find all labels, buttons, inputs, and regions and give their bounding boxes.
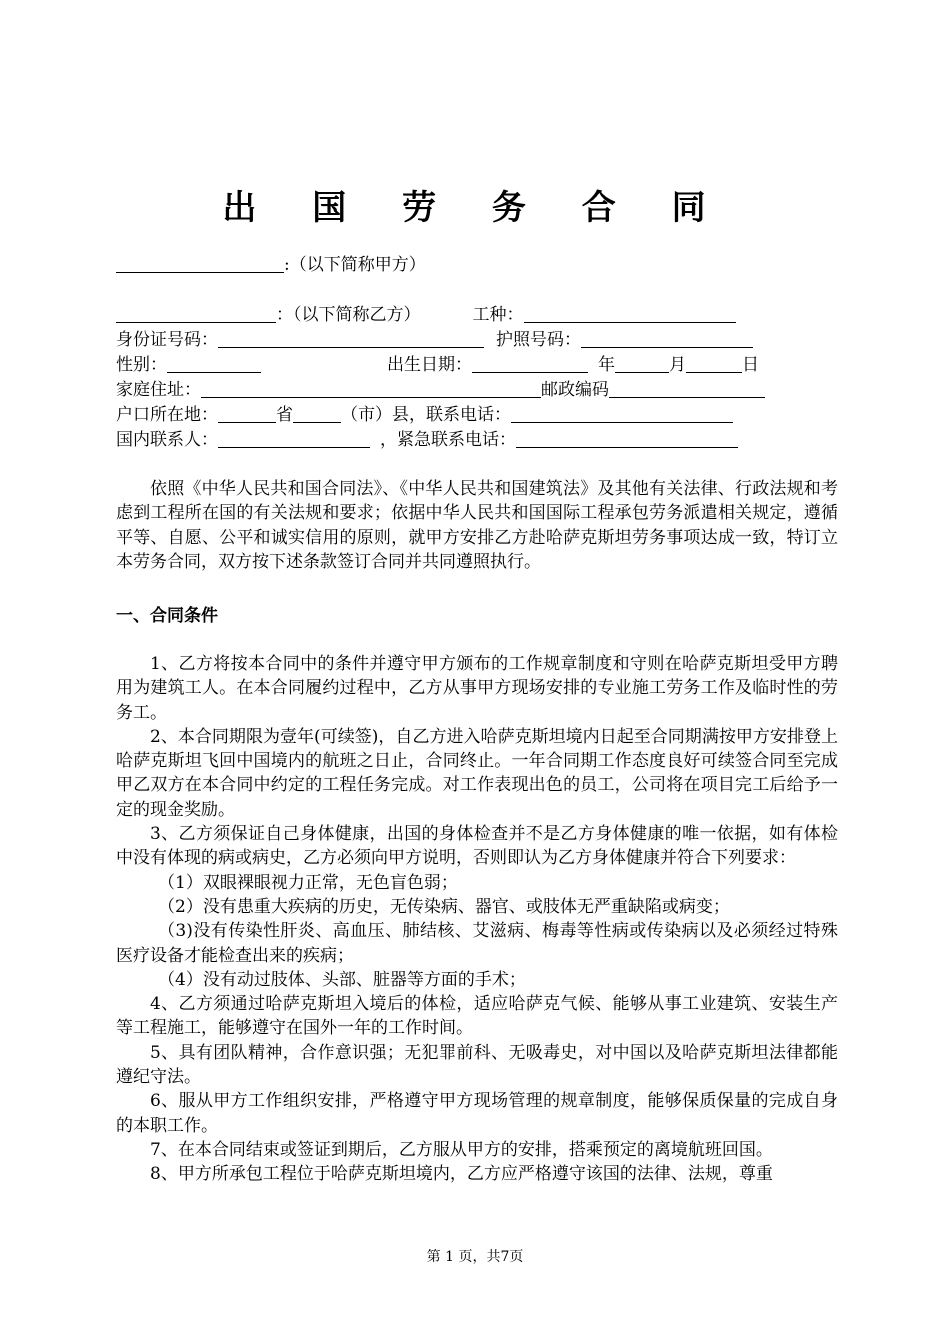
clause-3: 3、乙方须保证自己身体健康，出国的身体检查并不是乙方身体健康的唯一依据，如有体检中没有体现的病或病史，乙方必须向甲方说明，否则即认为乙方身体健康并符合下列要求： [116,824,838,869]
province-label: 省 [276,405,293,425]
phone-blank[interactable] [511,404,733,423]
page-footer: 第 1 页，共7页 [426,1249,524,1265]
passport-label: 护照号码： [496,330,581,350]
passport-blank[interactable] [581,329,753,348]
intro-paragraph [116,477,838,574]
birth-day-blank[interactable] [686,354,742,373]
gender-birth-line [116,354,759,376]
address-blank[interactable] [201,379,541,398]
clause-1: 1、乙方将按本合同中的条件并遵守甲方颁布的工作规章制度和守则在哈萨克斯坦受甲方聘用为建筑工人。在本合同履约过程中，乙方从事甲方现场安排的专业施工劳务工作及临时性的劳务工。 [116,654,838,723]
address-label: 家庭住址： [116,380,201,400]
gender-label: 性别： [116,355,167,375]
clause-5: 5、具有团队精神，合作意识强；无犯罪前科、无吸毒史，对中国以及哈萨克斯坦法律都能遵纪守法。 [116,1042,838,1088]
hukou-line [116,404,733,426]
clause-4: 4、乙方须通过哈萨克斯坦入境后的体检，适应哈萨克气候、能够从事工业建筑、安装生产等工程施工，能够遵守在国外一年的工作时间。 [116,994,838,1039]
city-blank[interactable] [293,404,341,423]
address-line [116,379,765,401]
intro-text: 依照《中华人民共和国合同法》、《中华人民共和国建筑法》及其他有关法律、行政法规和考虑到工程所在国的有关法规和要求；依据中华人民共和国国际工程承包劳务派遣相关规定，遵循平等、自愿、公平和诚实信用的原则，就甲方安排乙方赴哈萨克斯坦劳务事项达成一致，特订立本劳务合同，双方按下述条款签订合同并共同遵照执行。 [116,479,838,572]
clause-3-1: （1）双眼裸眼视力正常，无色盲色弱； [158,872,458,893]
section-heading: 一、合同条件 [116,606,218,626]
emergency-phone-blank[interactable] [516,429,738,448]
postcode-label: 邮政编码 [541,380,609,400]
postcode-blank[interactable] [609,379,765,398]
job-label: 工种： [472,305,524,325]
emergency-label: ，紧急联系电话： [380,430,516,450]
party-b-label: ：（以下简称乙方） [276,305,421,325]
party-a-line [116,254,426,276]
contact-label: 国内联系人： [116,430,218,450]
contact-blank[interactable] [218,429,370,448]
party-a-blank[interactable] [116,254,284,273]
gender-blank[interactable] [167,354,261,373]
month-label: 月 [669,355,686,375]
party-b-line [116,304,736,326]
id-blank[interactable] [218,329,484,348]
section-body [116,652,838,1187]
city-county-label: （市）县，联系电话： [341,405,511,425]
province-blank[interactable] [218,404,276,423]
clause-3-4: （4）没有动过肢体、头部、脏器等方面的手术； [158,969,526,990]
contact-line [116,429,738,451]
birth-year-blank[interactable] [472,354,588,373]
clause-6: 6、服从甲方工作组织安排，严格遵守甲方现场管理的规章制度，能够保质保量的完成自身的本职工作。 [116,1091,838,1136]
clause-3-3: （3)没有传染性肝炎、高血压、肺结核、艾滋病、梅毒等性病或传染病以及必须经过特殊医疗设备才能检查出来的疾病； [116,921,838,966]
day-label: 日 [742,355,759,375]
clause-7: 7、在本合同结束或签证到期后，乙方服从甲方的安排，搭乘预定的离境航班回国。 [150,1139,773,1160]
hukou-label: 户口所在地： [116,405,218,425]
year-label: 年 [598,355,615,375]
document-title: 出 国 劳 务 合 同 [222,188,728,228]
birth-month-blank[interactable] [615,354,669,373]
birth-label: 出生日期： [387,355,472,375]
clause-2: 2、本合同期限为壹年(可续签)，自乙方进入哈萨克斯坦境内日起至合同期满按甲方安排登上哈萨克斯坦飞回中国境内的航班之日止，合同终止。一年合同期工作态度良好可续签合同至完成甲乙双方在本合同中约定的工程任务完成。对工作表现出色的员工，公司将在项目完工后给予一定的现金奖励。 [116,726,838,820]
clause-3-2: （2）没有患重大疾病的历史，无传染病、器官、或肢体无严重缺陷或病变； [158,896,730,917]
job-blank[interactable] [524,304,736,323]
id-line [116,329,753,351]
party-b-blank[interactable] [116,304,276,323]
party-a-label: :（以下简称甲方） [284,255,426,275]
id-label: 身份证号码： [116,330,218,350]
clause-8: 8、甲方所承包工程位于哈萨克斯坦境内，乙方应严格遵守该国的法律、法规，尊重 [150,1164,773,1185]
